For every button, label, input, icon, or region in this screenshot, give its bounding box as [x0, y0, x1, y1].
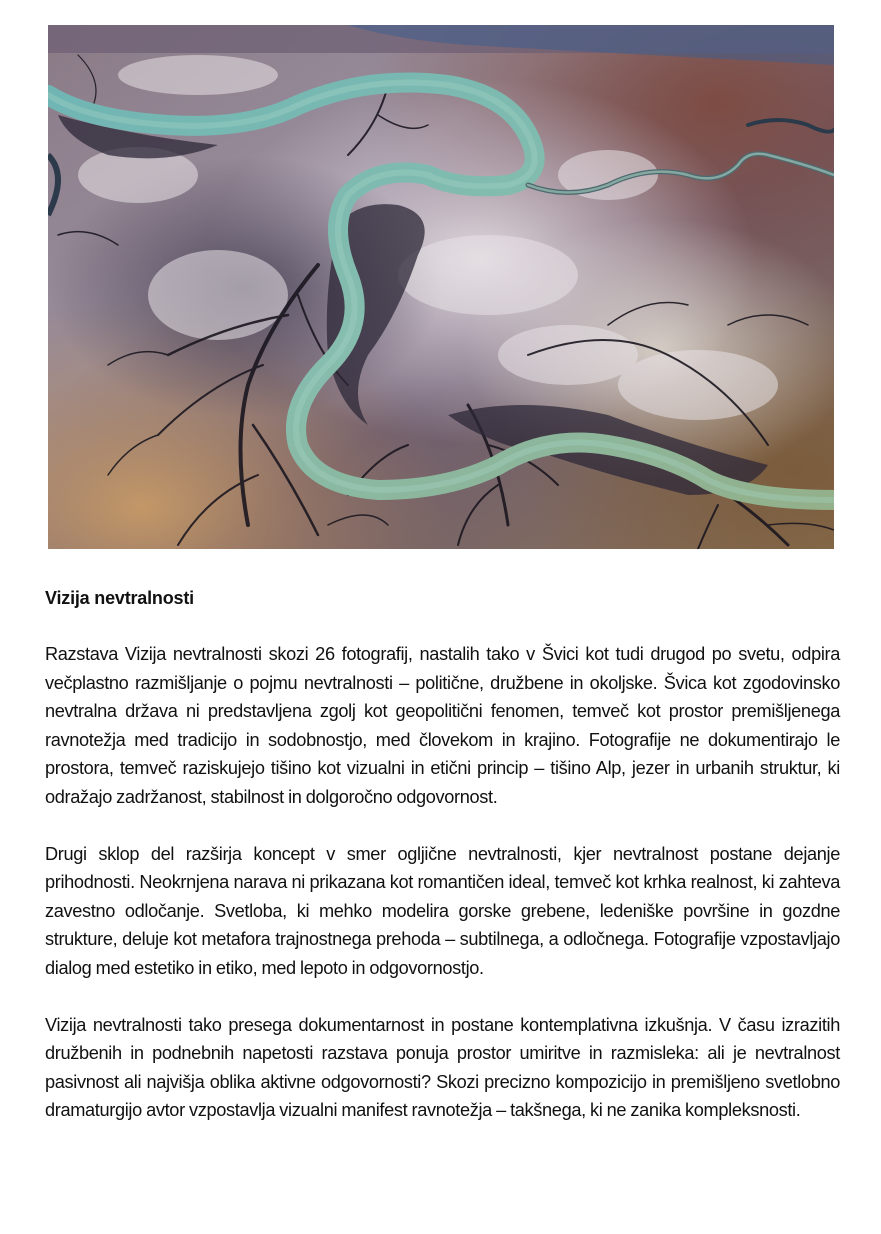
article-paragraph-1: Razstava Vizija nevtralnosti skozi 26 fotografij, nastalih tako v Švici kot tudi drugod po svetu, odpira večplastno razmišljanje o pojmu nevtralnosti – politične, družbene in okoljske. Švica kot zgodovinsko nevtralna država ni predstavljena zgolj kot geopolitični fenomen, temveč kot prostor premišljenega ravnotežja med tradicijo in sodobnostjo, med človekom in krajino. Fotografije ne dokumentirajo le prostora, temveč raziskujejo tišino kot vizualni in etični princip – tišino Alp, jezer in urbanih struktur, ki odražajo zadržanost, stabilnost in dolgoročno odgovornost. — [45, 644, 840, 807]
article-title: Vizija nevtralnosti — [45, 588, 194, 608]
aerial-river-photo — [48, 25, 834, 549]
article — [45, 584, 840, 1153]
article-paragraph-3: Vizija nevtralnosti tako presega dokumentarnost in postane kontemplativna izkušnja. V času izrazitih družbenih in podnebnih napetosti razstava ponuja prostor umiritve in razmisleka: ali je nevtralnost pasivnost ali najvišja oblika aktivne odgovornosti? Skozi precizno kompozicijo in premišljeno svetlobno dramaturgijo avtor vzpostavlja vizualni manifest ravnotežja – takšnega, ki ne zanika kompleksnosti. — [45, 1014, 840, 1121]
river-illustration — [48, 25, 834, 549]
article-paragraph-2: Drugi sklop del razširja koncept v smer ogljične nevtralnosti, kjer nevtralnost postane dejanje prihodnosti. Neokrnjena narava ni prikazana kot romantičen ideal, temveč kot krhka realnost, ki zahteva zavestno odločanje. Svetloba, ki mehko modelira gorske grebene, ledeniške površine in gozdne strukture, deluje kot metafora trajnostnega prehoda – subtilnega, a odločnega. Fotografije vzpostavljajo dialog med estetiko in etiko, med lepoto in odgovornostjo. — [45, 843, 840, 978]
